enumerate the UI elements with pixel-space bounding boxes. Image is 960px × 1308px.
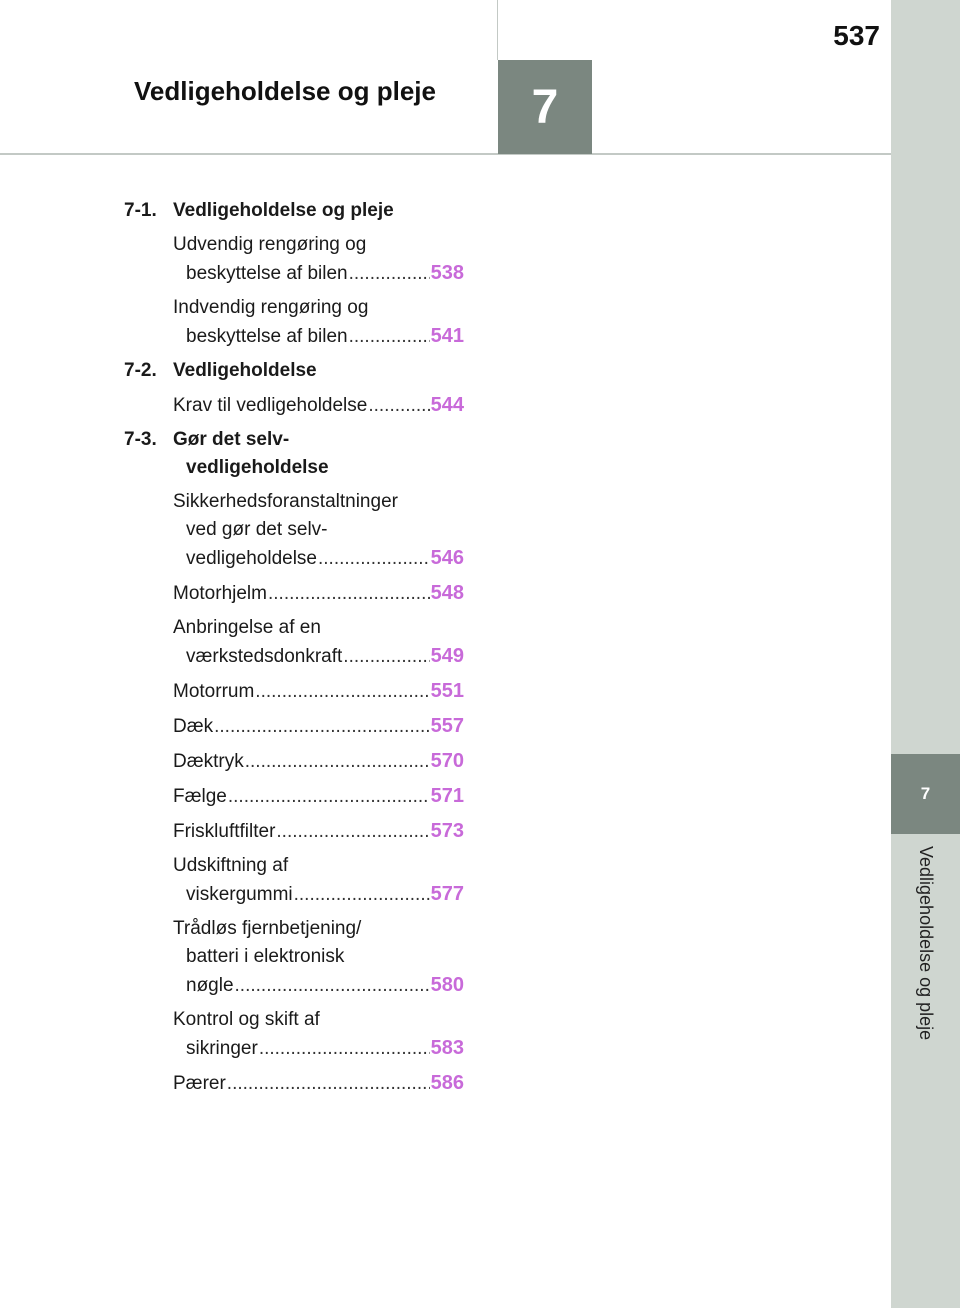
toc-dot-leader xyxy=(268,580,430,608)
toc-entry[interactable] xyxy=(173,614,464,671)
toc-entry-text: ved gør det selv- xyxy=(186,519,328,540)
toc-section-title-line: Vedligeholdelse og pleje xyxy=(173,200,394,221)
toc-entry[interactable] xyxy=(173,817,464,846)
toc-entry-text: nøgle xyxy=(186,975,234,996)
toc-page-link[interactable]: 541 xyxy=(430,325,464,347)
toc-section-title xyxy=(173,197,464,225)
toc-entry[interactable] xyxy=(173,391,464,420)
toc-page-link[interactable]: 546 xyxy=(430,547,464,569)
toc-entry-text: Dæk xyxy=(173,716,214,737)
toc-page-link[interactable]: 557 xyxy=(430,715,464,737)
toc-entry-text: beskyttelse af bilen xyxy=(186,263,348,284)
toc-entry-line xyxy=(173,782,464,811)
toc-entry-line xyxy=(173,1034,464,1063)
toc-page-link[interactable]: 570 xyxy=(430,750,464,772)
header-divider-vertical xyxy=(497,0,498,60)
toc-page-link[interactable]: 538 xyxy=(430,262,464,284)
toc-entry[interactable] xyxy=(173,579,464,608)
toc-section-title xyxy=(173,357,464,385)
toc-entry-text: beskyttelse af bilen xyxy=(186,326,348,347)
toc-entry-text: Kontrol og skift af xyxy=(173,1009,320,1030)
toc-entry-line xyxy=(173,747,464,776)
toc-dot-leader xyxy=(259,1035,430,1063)
toc-dot-leader xyxy=(235,972,430,1000)
toc-section-number: 7-1. xyxy=(124,200,157,221)
toc-entry-line xyxy=(173,231,464,259)
toc-entry-text: Trådløs fjernbetjening/ xyxy=(173,918,362,939)
toc-section-heading xyxy=(124,357,464,385)
toc-entry-line xyxy=(173,915,464,943)
toc-entry-text: sikringer xyxy=(186,1038,258,1059)
toc-page-link[interactable]: 573 xyxy=(430,820,464,842)
side-tab xyxy=(891,0,960,1308)
toc-entry[interactable] xyxy=(173,1069,464,1098)
toc-page-link[interactable]: 577 xyxy=(430,883,464,905)
toc-entry[interactable] xyxy=(173,231,464,288)
toc-entry[interactable] xyxy=(173,488,464,573)
toc-entry[interactable] xyxy=(173,712,464,741)
toc-entry-text: batteri i elektronisk xyxy=(186,946,345,967)
chapter-title: Vedligeholdelse og pleje xyxy=(134,76,436,106)
toc-page-link[interactable]: 580 xyxy=(430,974,464,996)
toc-entry-line xyxy=(173,516,464,544)
toc-page-link[interactable]: 548 xyxy=(430,582,464,604)
toc-section-title-line: Gør det selv- xyxy=(173,429,290,450)
toc-entry[interactable] xyxy=(173,915,464,1000)
toc-entry-line xyxy=(173,614,464,642)
toc-page-link[interactable]: 544 xyxy=(430,394,464,416)
side-tab-chapter-number: 7 xyxy=(891,754,960,834)
page-number: 537 xyxy=(833,20,880,51)
toc-entry-line xyxy=(173,579,464,608)
toc-dot-leader xyxy=(368,392,429,420)
table-of-contents xyxy=(124,197,464,1104)
toc-dot-leader xyxy=(318,545,430,573)
toc-page-link[interactable]: 549 xyxy=(430,645,464,667)
toc-entry-line xyxy=(173,1069,464,1098)
toc-dot-leader xyxy=(343,643,429,671)
toc-entry-line xyxy=(173,642,464,671)
toc-entry-text: værkstedsdonkraft xyxy=(186,646,343,667)
toc-entry-text: Anbringelse af en xyxy=(173,617,321,638)
toc-entry[interactable] xyxy=(173,782,464,811)
toc-entry[interactable] xyxy=(173,677,464,706)
toc-entry-text: Udvendig rengøring og xyxy=(173,234,367,255)
toc-dot-leader xyxy=(294,881,430,909)
toc-entry-line xyxy=(173,817,464,846)
toc-entry-line xyxy=(173,943,464,971)
toc-entry-line xyxy=(173,259,464,288)
toc-entry-text: Dæktryk xyxy=(173,751,244,772)
toc-entry-text: Motorhjelm xyxy=(173,583,267,604)
toc-entry[interactable] xyxy=(173,747,464,776)
toc-dot-leader xyxy=(214,713,430,741)
header-rule xyxy=(0,153,891,155)
toc-entry-line xyxy=(173,391,464,420)
toc-entry[interactable] xyxy=(173,294,464,351)
toc-page-link[interactable]: 551 xyxy=(430,680,464,702)
toc-entry-line xyxy=(173,880,464,909)
toc-entry-line xyxy=(173,971,464,1000)
toc-entry-text: Pærer xyxy=(173,1073,226,1094)
toc-entry-line xyxy=(173,677,464,706)
toc-entry-text: Udskiftning af xyxy=(173,855,289,876)
toc-entry-line xyxy=(173,294,464,322)
toc-dot-leader xyxy=(255,678,429,706)
toc-page-link[interactable]: 586 xyxy=(430,1072,464,1094)
toc-entry-line xyxy=(173,1006,464,1034)
toc-entry-text: Fælge xyxy=(173,786,227,807)
toc-entry-line xyxy=(173,852,464,880)
toc-section-number: 7-3. xyxy=(124,429,157,450)
toc-section-title-line: vedligeholdelse xyxy=(186,457,329,478)
toc-section-title-line: Vedligeholdelse xyxy=(173,360,317,381)
toc-dot-leader xyxy=(228,783,430,811)
toc-dot-leader xyxy=(276,818,429,846)
toc-entry-line xyxy=(173,488,464,516)
toc-dot-leader xyxy=(227,1070,430,1098)
toc-entry-text: Indvendig rengøring og xyxy=(173,297,369,318)
side-tab-title xyxy=(891,846,960,1076)
toc-entry-line xyxy=(173,544,464,573)
toc-entry-text: Sikkerhedsforanstaltninger xyxy=(173,491,398,512)
chapter-number-box: 7 xyxy=(498,60,592,154)
side-tab-title-text: Vedligeholdelse og pleje xyxy=(916,846,936,1041)
toc-dot-leader xyxy=(245,748,430,776)
toc-entry-text: viskergummi xyxy=(186,884,293,905)
toc-dot-leader xyxy=(349,323,430,351)
toc-entry-line xyxy=(173,712,464,741)
toc-entry-text: vedligeholdelse xyxy=(186,548,317,569)
toc-entry-line xyxy=(173,322,464,351)
toc-entry[interactable] xyxy=(173,852,464,909)
toc-section-title xyxy=(173,426,464,482)
toc-section-heading xyxy=(124,426,464,482)
toc-entry[interactable] xyxy=(173,1006,464,1063)
toc-page-link[interactable]: 571 xyxy=(430,785,464,807)
toc-entry-text: Motorrum xyxy=(173,681,255,702)
toc-dot-leader xyxy=(349,260,430,288)
toc-section-number: 7-2. xyxy=(124,360,157,381)
toc-section-heading xyxy=(124,197,464,225)
toc-entry-text: Friskluftfilter xyxy=(173,821,276,842)
toc-entry-text: Krav til vedligeholdelse xyxy=(173,395,368,416)
toc-page-link[interactable]: 583 xyxy=(430,1037,464,1059)
